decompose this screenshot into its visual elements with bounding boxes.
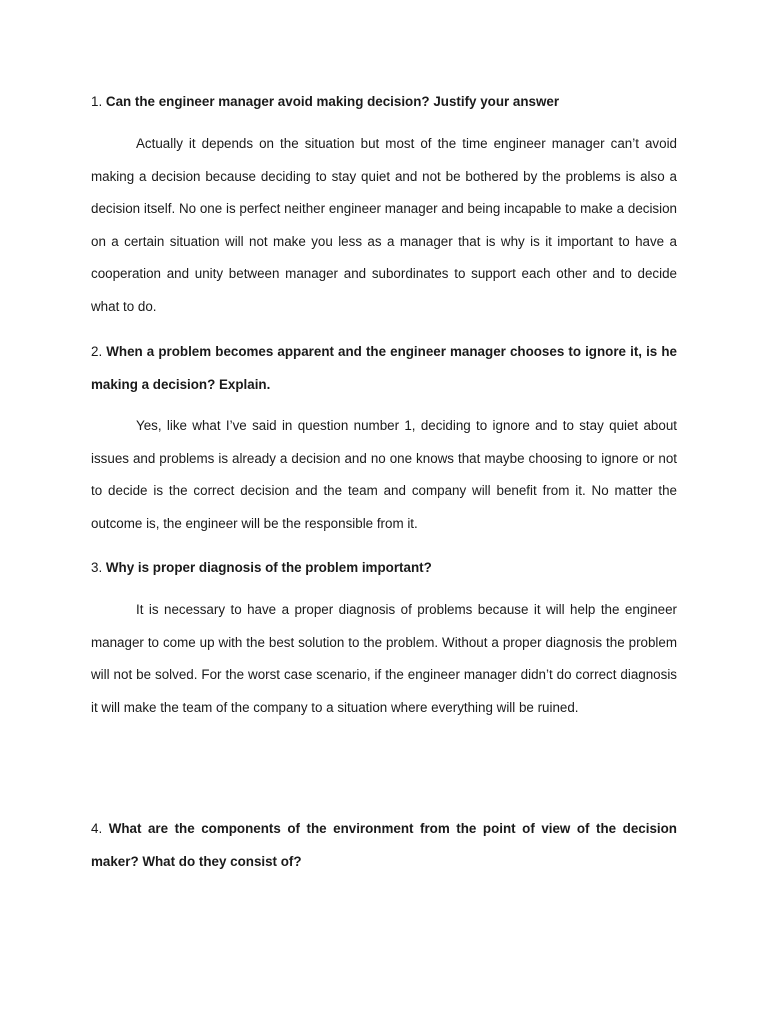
answer-1: Actually it depends on the situation but most of the time engineer manager can’t avoid making a decision because deciding to stay quiet and not be bothered by the problems is also a decision itself. No one is perfect neither engineer manager and being incapable to make a decision on a certain situation will not make you less as a manager that is why is it important to have a cooperation and unity between manager and subordinates to support each other and to decide what to do. [91,136,677,314]
question-text: Can the engineer manager avoid making decision? Justify your answer [105,94,560,109]
question-text: When a problem becomes apparent and the engineer manager chooses to ignore it, is he making a decision? Explain. [91,344,677,392]
question-2 [91,335,677,401]
question-number: 2. [91,344,103,359]
question-1 [91,85,677,118]
question-number: 1. [91,94,103,109]
question-4 [91,812,677,878]
answer-3: It is necessary to have a proper diagnosis of problems because it will help the engineer manager to come up with the best solution to the problem. Without a proper diagnosis the problem will not be solved. For the worst case scenario, if the engineer manager didn’t do correct diagnosis it will make the team of the company to a situation where everything will be ruined. [91,602,677,715]
question-number: 3. [91,560,103,575]
question-number: 4. [91,821,103,836]
question-text: What are the components of the environment from the point of view of the decision maker? What do they consist of? [91,821,677,869]
question-3 [91,551,677,584]
answer-2: Yes, like what I’ve said in question number 1, deciding to ignore and to stay quiet about issues and problems is already a decision and no one knows that maybe choosing to ignore or not to decide is the correct decision and the team and company will benefit from it. No matter the outcome is, the engineer will be the responsible from it. [91,418,677,531]
question-text: Why is proper diagnosis of the problem important? [105,560,432,575]
